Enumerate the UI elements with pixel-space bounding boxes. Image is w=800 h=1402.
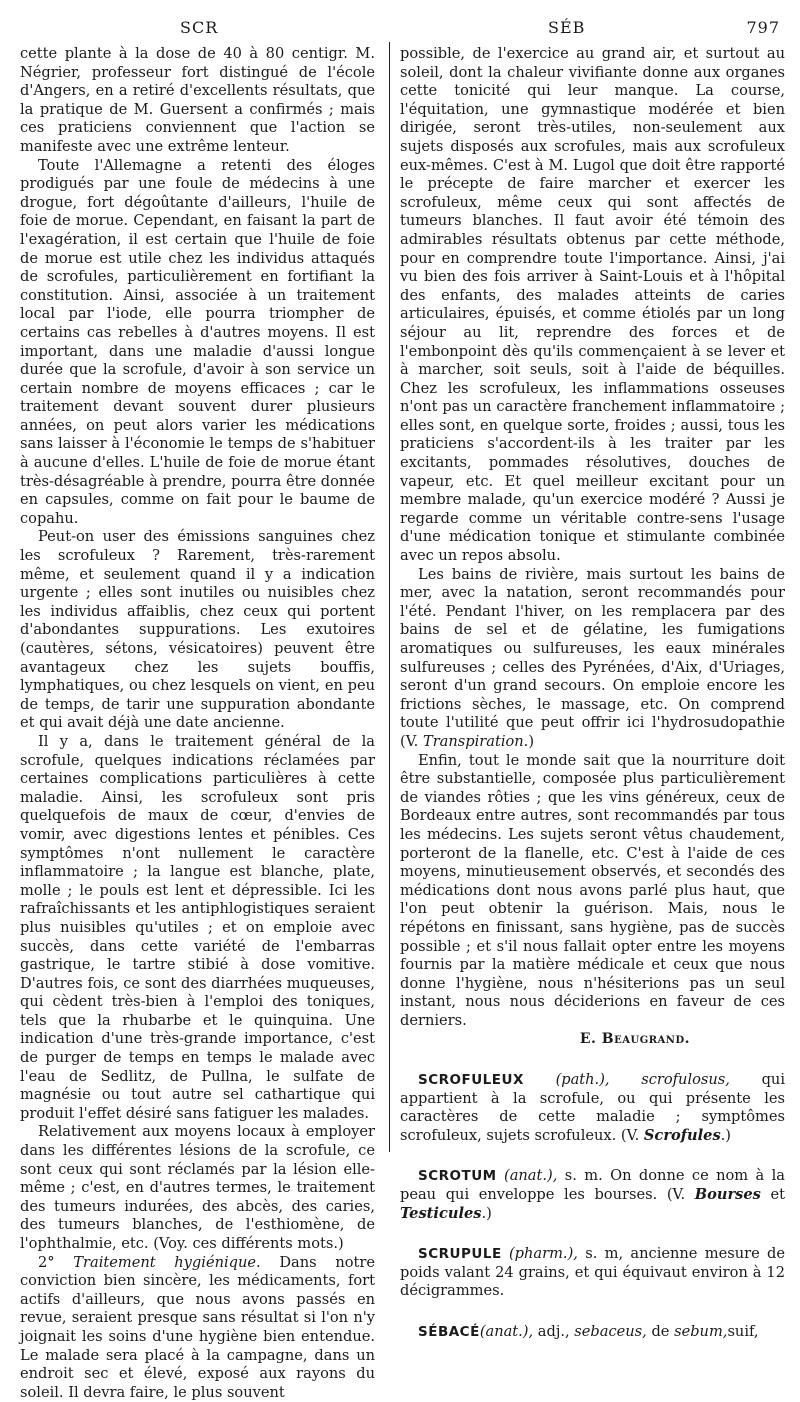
entry-tag: (pharm.), [508,1245,578,1263]
paragraph-text: Dans notre conviction bien sincère, les médicaments, fort actifs d'ailleurs, que nous avons passés en revue, seraient presque sans résultat si l'on n'y joignait les soins d'une hygiène bien entendue. Le malade sera placé à la campagne, dans un endroit sec et élevé, exposé aux rayons du soleil. Il devra faire, le plus souvent [20,1253,375,1401]
cross-reference: Scrofules [643,1126,721,1144]
section-number: 2° [38,1253,55,1271]
paragraph-end: ) [528,732,535,750]
paragraph: cette plante à la dose de 40 à 80 centigr. M. Négrier, professeur fort distingué de l'école d'Angers, en a retiré d'excellents résultats, que la pratique de M. Guersent a confirmés ; mais ces praticiens conviennent que l'action se manifeste avec une extrême lenteur. [20,45,375,155]
paragraph: possible, de l'exercice au grand air, et surtout au soleil, dont la chaleur vivifiante donne aux organes cette tonicité qui leur manque. La course, l'équitation, une gymnastique modérée et bien dirigée, seront très-utiles, non-seulement aux sujets disposés aux scrofules, mais aux scrofuleux eux-mêmes. C'est à M. Lugol que doit être rapporté le précepte de faire marcher et exercer les scrofuleux, même ceux qui sont affectés de tumeurs blanches. Il faut avoir été témoin des admirables résultats obtenus par cette méthode, pour en comprendre toute l'importance. Ainsi, j'ai vu bien des fois arriver à Saint-Louis et à l'hôpital des enfants, des malades atteints de caries articulaires, épuisés, et comme étiolés par un long séjour au lit, reprendre des forces et de l'embonpoint dès qu'ils commençaient à se lever et à marcher, soit seuls, soit à l'aide de béquilles. Chez les scrofuleux, les inflammations osseuses n'ont pas un caractère franchement inflammatoire ; elles sont, en quelque sorte, froides ; aussi, tous les praticiens s'accordent-ils à les traiter par les excitants, pommades résolutives, douches de vapeur, etc. Et quel meilleur excitant pour un membre malade, qu'un exercice modéré ? Aussi je regarde comme un véritable contre-sens l'usage d'une médication tonique et stimulante combinée avec un repos absolu. [400,45,785,565]
entry-tag: (anat.), [479,1323,534,1340]
entry-latin: scrofulosus, [641,1071,730,1089]
running-head-left: SCR [180,18,219,37]
entry-text: adj., [537,1323,570,1340]
paragraph: Relativement aux moyens locaux à employer dans les différentes lésions de la scrofule, ce sont ceux qui sont réclamés par la lésion elle-même ; c'est, en d'autres termes, le traitement des tumeurs indurées, des abcès, des caries, des tumeurs blanches, de l'esthiomène, de l'ophthalmie, etc. (Voy. ces différents mots.) [20,1123,375,1252]
paragraph [400,566,785,752]
dictionary-entry [400,1071,785,1145]
entry-tag: (anat.), [504,1167,558,1185]
entry-latin: sebum, [674,1323,728,1340]
paragraph: Enfin, tout le monde sait que la nourriture doit être substantielle, composée plus particulièrement de viandes rôties ; que les vins généreux, ceux de Bordeaux entre autres, sont recommandés par tous les médecins. Les sujets seront vêtus chaudement, porteront de la flanelle, etc. C'est à l'aide de ces moyens, minutieusement observés, et secondés des médications dont nous avons parlé plus haut, que l'on peut obtenir la guérison. Mais, nous le répétons en finissant, sans hygiène, pas de succès possible ; et s'il nous fallait opter entre les moyens fournis par la matière médicale et ceux que nous donne l'hygiène, nous n'hésiterions pas un seul instant, nous nous déciderions en faveur de ces derniers. [400,751,785,1029]
entry-end: .) [481,1204,492,1222]
cross-reference: Testicules [400,1204,482,1222]
paragraph-text: Les bains de rivière, mais surtout les bains de mer, avec la natation, seront recommandés pour l'été. Pendant l'hiver, on les remplacera par des bains de sel et de gélatine, les fumigations aromatiques ou sulfureuses, les eaux minérales sulfureuses ; celles des Pyrénées, d'Aix, d'Uriages, seront d'un grand secours. On emploie encore les frictions sèches, le massage, etc. On comprend toute l'utilité que peut offrir ici l'hydrosudopathie (V. [400,565,785,750]
entry-connector: de [651,1323,670,1340]
entry-headword: SÉBACÉ [418,1324,480,1340]
entry-tag: (path.), [555,1071,610,1089]
entry-end: .) [720,1126,732,1144]
paragraph: Il y a, dans le traitement général de la scrofule, quelques indications réclamées par certaines complications particulières à cette maladie. Ainsi, les scrofuleux sont pris quelquefois de maux de cœur, d'envies de vomir, avec digestions lentes et pénibles. Ces symptômes n'ont nullement le caractère inflammatoire ; la langue est blanche, plate, molle ; le pouls est lent et dépressible. Ici les rafraîchissants et les antiphlogistiques seraient plus nuisibles qu'utiles ; et on emploie avec succès, dans cette variété de l'embarras gastrique, le tartre stibié à dose vomitive. D'autres fois, ce sont des diarrhées muqueuses, qui cèdent très-bien à l'emploi des toniques, tels que la rhubarbe et le quinquina. Une indication d'une très-grande importance, c'est de purger de temps en temps le malade avec l'eau de Sedlitz, de Pullna, le sulfate de magnésie ou tout autre sel cathartique qui produit l'effet désiré sans fatiguer les malades. [20,732,375,1122]
entry-headword: SCRUPULE [418,1246,502,1263]
entry-text: s. m, ancienne mesure de poids valant 24 grains, et qui équivaut environ à 12 décigrammes. [400,1245,786,1300]
dictionary-entry [400,1245,785,1301]
entry-connector: et [770,1186,786,1204]
paragraph [20,1254,375,1402]
paragraph: Peut-on user des émissions sanguines chez les scrofuleux ? Rarement, très-rarement même, et seulement quand il y a indication urgente ; elles sont inutiles ou nuisibles chez les individus affaiblis, chez ceux qui portent d'abondantes suppurations. Les exutoires (cautères, sétons, vésicatoires) peuvent être avantageux chez les sujets bouffis, lymphatiques, ou chez lesquels on vient, en peu de temps, de tarir une suppuration abondante et qui avait déjà une date ancienne. [20,528,375,732]
entry-text: qui appartient à la scrofule, ou qui présente les caractères de cette maladie ; symptômes scrofuleux, sujets scrofuleux. (V. [400,1071,786,1144]
entry-text: s. m. On donne ce nom à la peau qui enveloppe les bourses. (V. [400,1167,785,1204]
page-number: 797 [746,18,780,37]
column-divider [389,42,390,1152]
section-title: Traitement hygiénique. [73,1253,261,1271]
paragraph: Toute l'Allemagne a retenti des éloges prodigués par une foule de médecins à une drogue, fort dégoûtante d'ailleurs, l'huile de foie de morue. Cependant, en faisant la part de l'exagération, il est certain que l'huile de foie de morue est utile chez les individus attaqués de scrofules, particulièrement en fortifiant la constitution. Ainsi, associée à un traitement local par l'iode, elle pourra triompher de certains cas rebelles à d'autres moyens. Il est important, dans une maladie d'aussi longue durée que la scrofule, d'avoir à son service un certain nombre de moyens efficaces ; car le traitement devant souvent durer plusieurs années, on peut alors varier les médications sans laisser à l'économie le temps de s'habituer à aucune d'elles. L'huile de foie de morue étant très-désagréable à prendre, pourra être donnée en capsules, comme on fait pour le baume de copahu. [20,156,375,527]
entry-headword: SCROFULEUX [418,1072,524,1089]
author-signature: E. Beaugrand. [579,1031,690,1048]
dictionary-entry [400,1167,785,1223]
cross-reference: Bourses [694,1186,761,1204]
entry-end: suif, [727,1323,759,1340]
entry-headword: SCROTUM [418,1168,497,1185]
cross-reference: Transpiration. [422,732,529,750]
running-head-center: SÉB [548,18,586,37]
entry-latin: sebaceus, [574,1323,647,1340]
dictionary-entry [400,1323,785,1342]
left-column [20,45,375,1402]
right-column [400,45,785,1342]
